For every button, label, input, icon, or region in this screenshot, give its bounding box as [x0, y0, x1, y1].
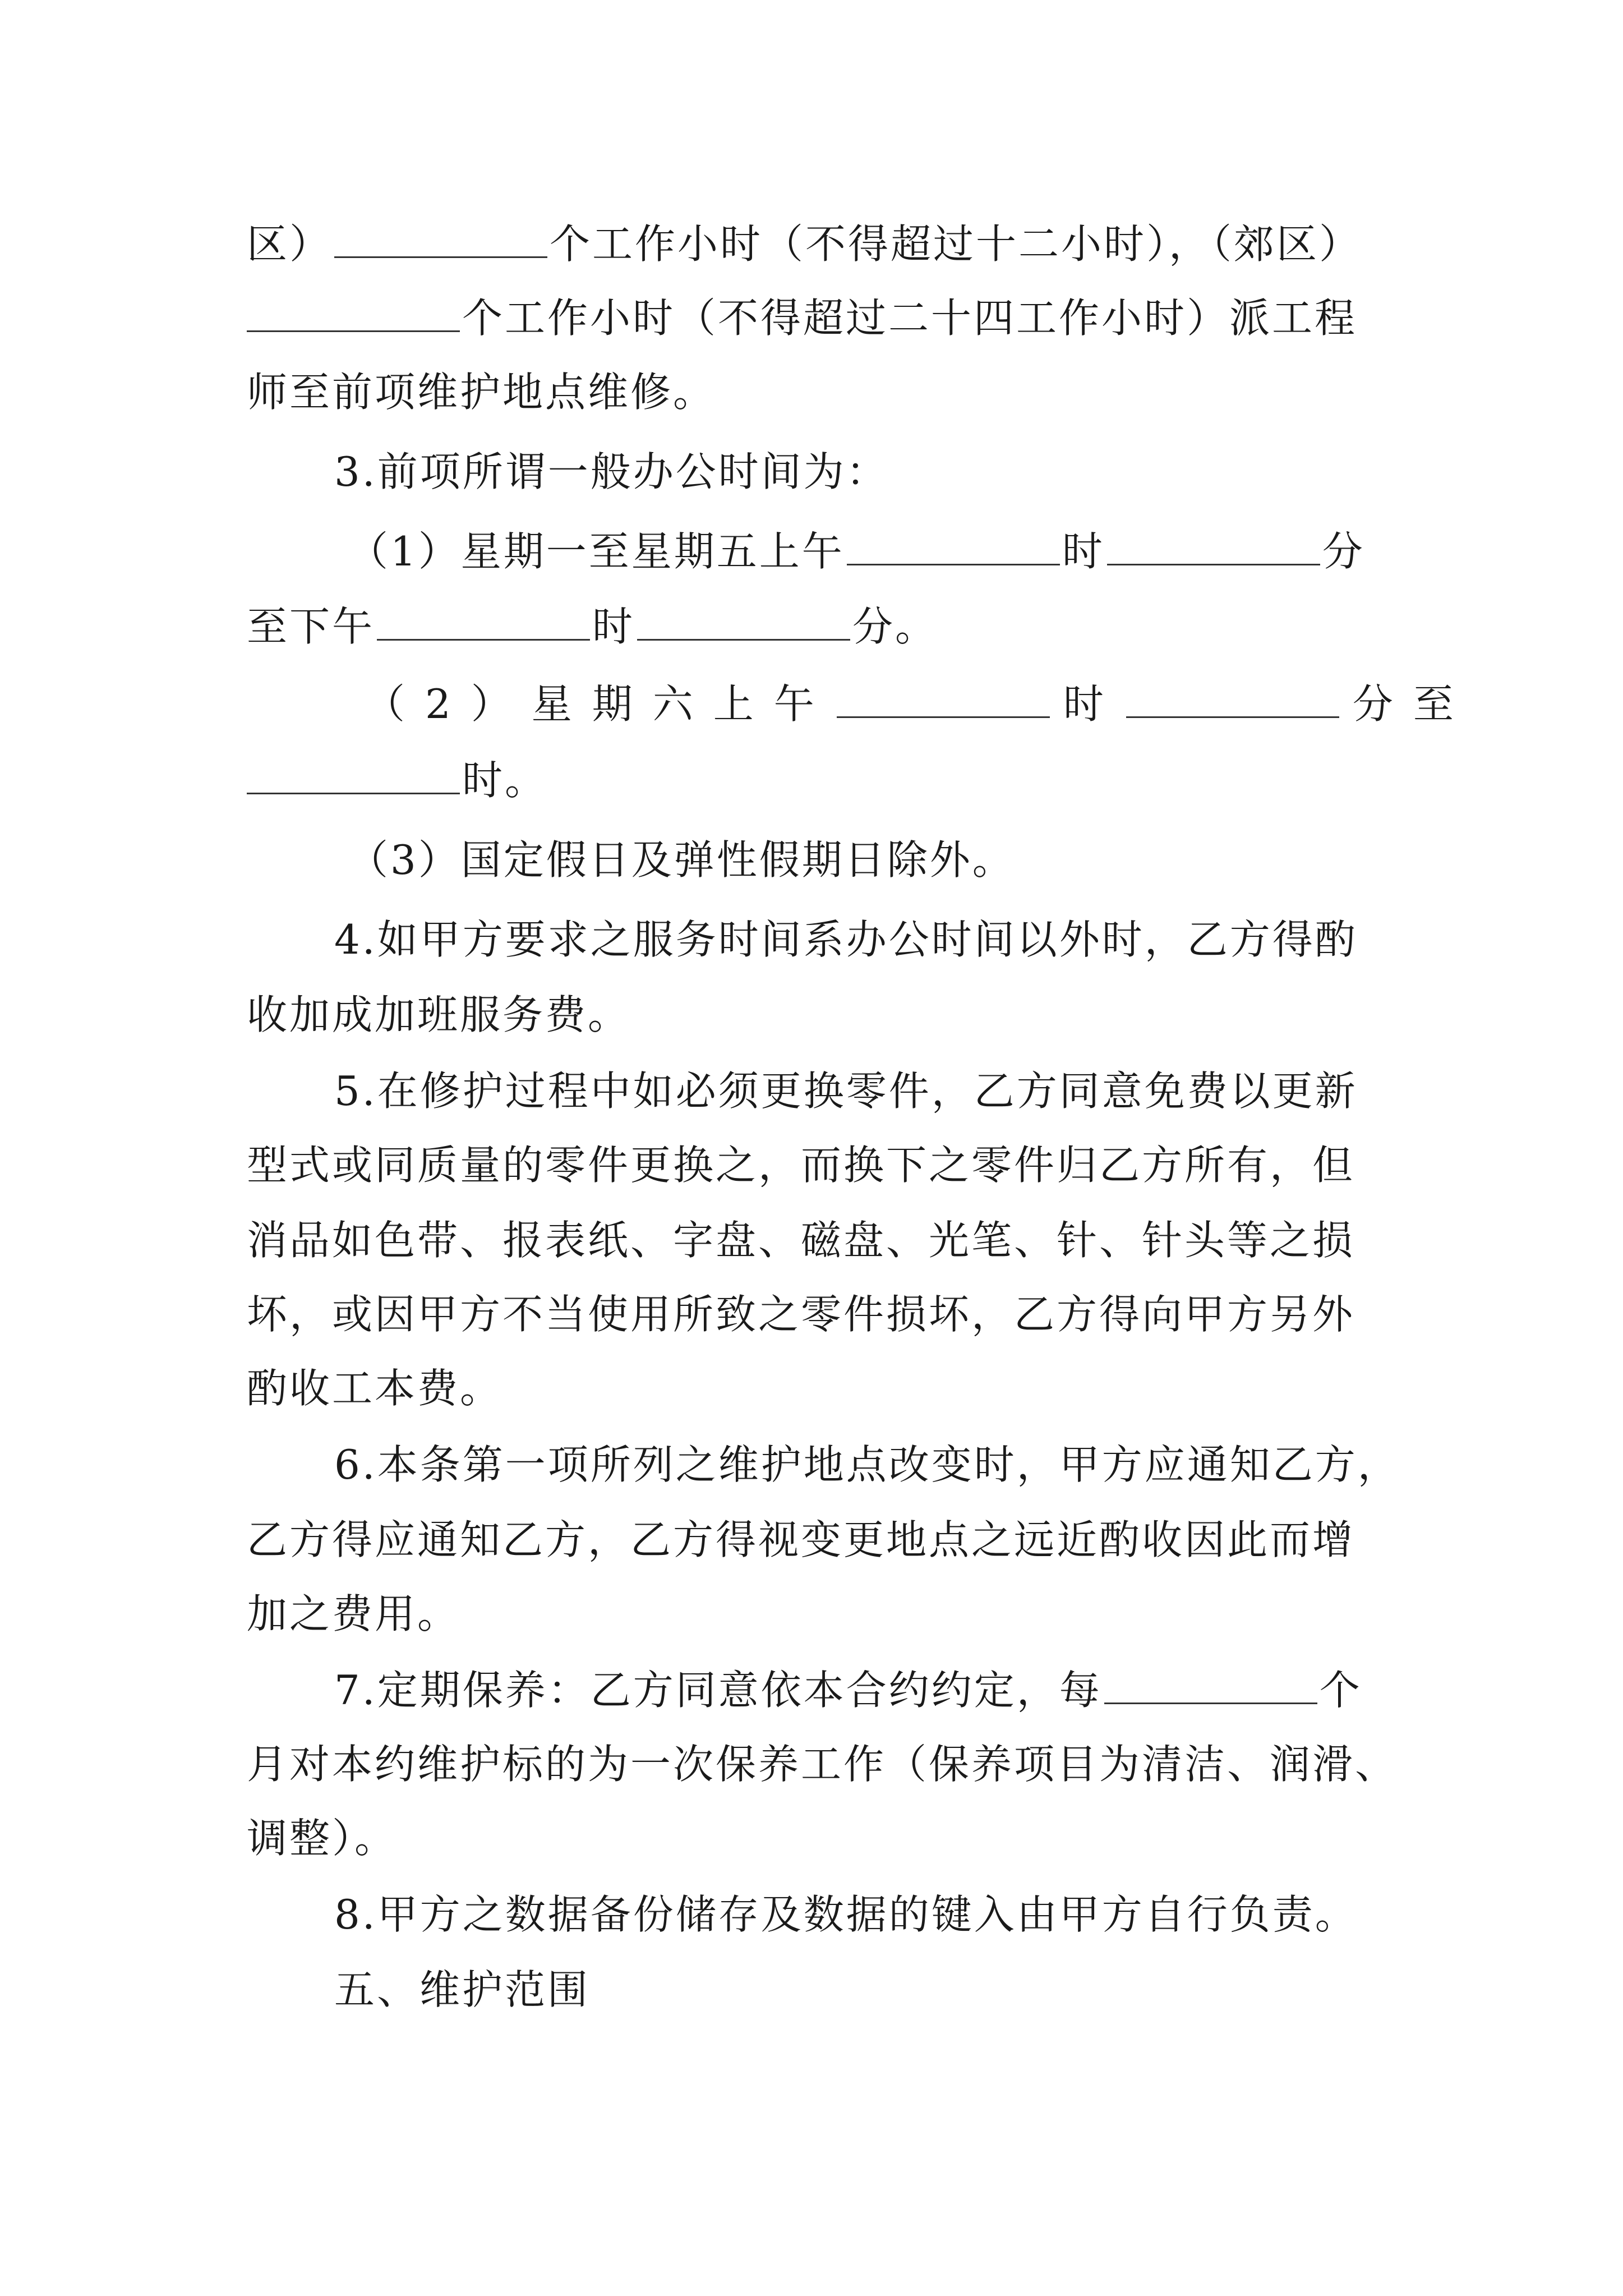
text-fragment: 分: [1322, 528, 1365, 575]
text-line: [348, 521, 1492, 582]
text-line: 酌收工本费。: [247, 1365, 503, 1412]
text-line: 月对本约维护标的为一次保养工作（保养项目为清洁、润滑、: [247, 1741, 1398, 1788]
text-line: 5.在修护过程中如必须更换零件，乙方同意免费以更新: [334, 1068, 1358, 1115]
text-line: 调整）。: [247, 1815, 398, 1862]
text-fragment: 分至: [1352, 680, 1474, 728]
fill-in-blank[interactable]: [377, 605, 590, 641]
fill-in-blank[interactable]: [1107, 530, 1320, 565]
text-fragment: 区）: [247, 220, 333, 268]
text-line: 乙方得应通知乙方，乙方得视变更地点之远近酌收因此而增: [247, 1516, 1355, 1563]
text-fragment: 时。: [462, 757, 548, 804]
fill-in-blank[interactable]: [247, 297, 460, 332]
text-fragment: 个工作小时（不得超过二十四工作小时）派工程: [462, 295, 1358, 342]
text-fragment: （1）星期一至星期五上午: [348, 528, 845, 575]
fill-in-blank[interactable]: [837, 683, 1050, 718]
text-line: 收加成加班服务费。: [247, 991, 631, 1038]
text-line: [247, 749, 1391, 811]
text-line: 消品如色带、报表纸、字盘、磁盘、光笔、针、针头等之损: [247, 1217, 1355, 1264]
text-fragment: 时: [1063, 680, 1124, 728]
text-line: [365, 673, 1509, 735]
text-line: 型式或同质量的零件更换之，而换下之零件归乙方所有，但: [247, 1142, 1355, 1189]
text-line: 6.本条第一项所列之维护地点改变时，甲方应通知乙方，: [334, 1441, 1400, 1488]
text-line: 3.前项所谓一般办公时间为：: [334, 448, 889, 495]
fill-in-blank[interactable]: [247, 759, 460, 794]
text-fragment: 时: [1062, 528, 1105, 575]
fill-in-blank[interactable]: [1104, 1669, 1317, 1704]
fill-in-blank[interactable]: [847, 530, 1060, 565]
text-line: （3）国定假日及弹性假期日除外。: [348, 836, 1015, 884]
section-heading: 五、维护范围: [334, 1966, 591, 2013]
text-line: 8.甲方之数据备份储存及数据的键入由甲方自行负责。: [334, 1891, 1358, 1938]
text-line: [247, 287, 1391, 349]
text-line: 加之费用。: [247, 1590, 460, 1637]
text-line: [334, 1659, 1478, 1721]
text-line: 师至前项维护地点维修。: [247, 369, 716, 416]
fill-in-blank[interactable]: [1126, 683, 1339, 718]
text-line: 坏，或因甲方不当使用所致之零件损坏，乙方得向甲方另外: [247, 1291, 1355, 1338]
text-fragment: 个工作小时（不得超过十二小时），（郊区）: [550, 220, 1362, 268]
text-fragment: （2）星期六上午: [365, 680, 834, 728]
text-fragment: 分。: [852, 603, 938, 650]
text-line: 4.如甲方要求之服务时间系办公时间以外时，乙方得酌: [334, 916, 1358, 963]
text-line: [247, 213, 1391, 275]
text-line: [247, 596, 1391, 657]
text-fragment: 7.定期保养：乙方同意依本合约约定，每: [334, 1667, 1102, 1714]
text-fragment: 个: [1319, 1667, 1362, 1714]
fill-in-blank[interactable]: [637, 605, 850, 641]
text-fragment: 至下午: [247, 603, 375, 650]
text-fragment: 时: [592, 603, 635, 650]
fill-in-blank[interactable]: [334, 223, 547, 258]
